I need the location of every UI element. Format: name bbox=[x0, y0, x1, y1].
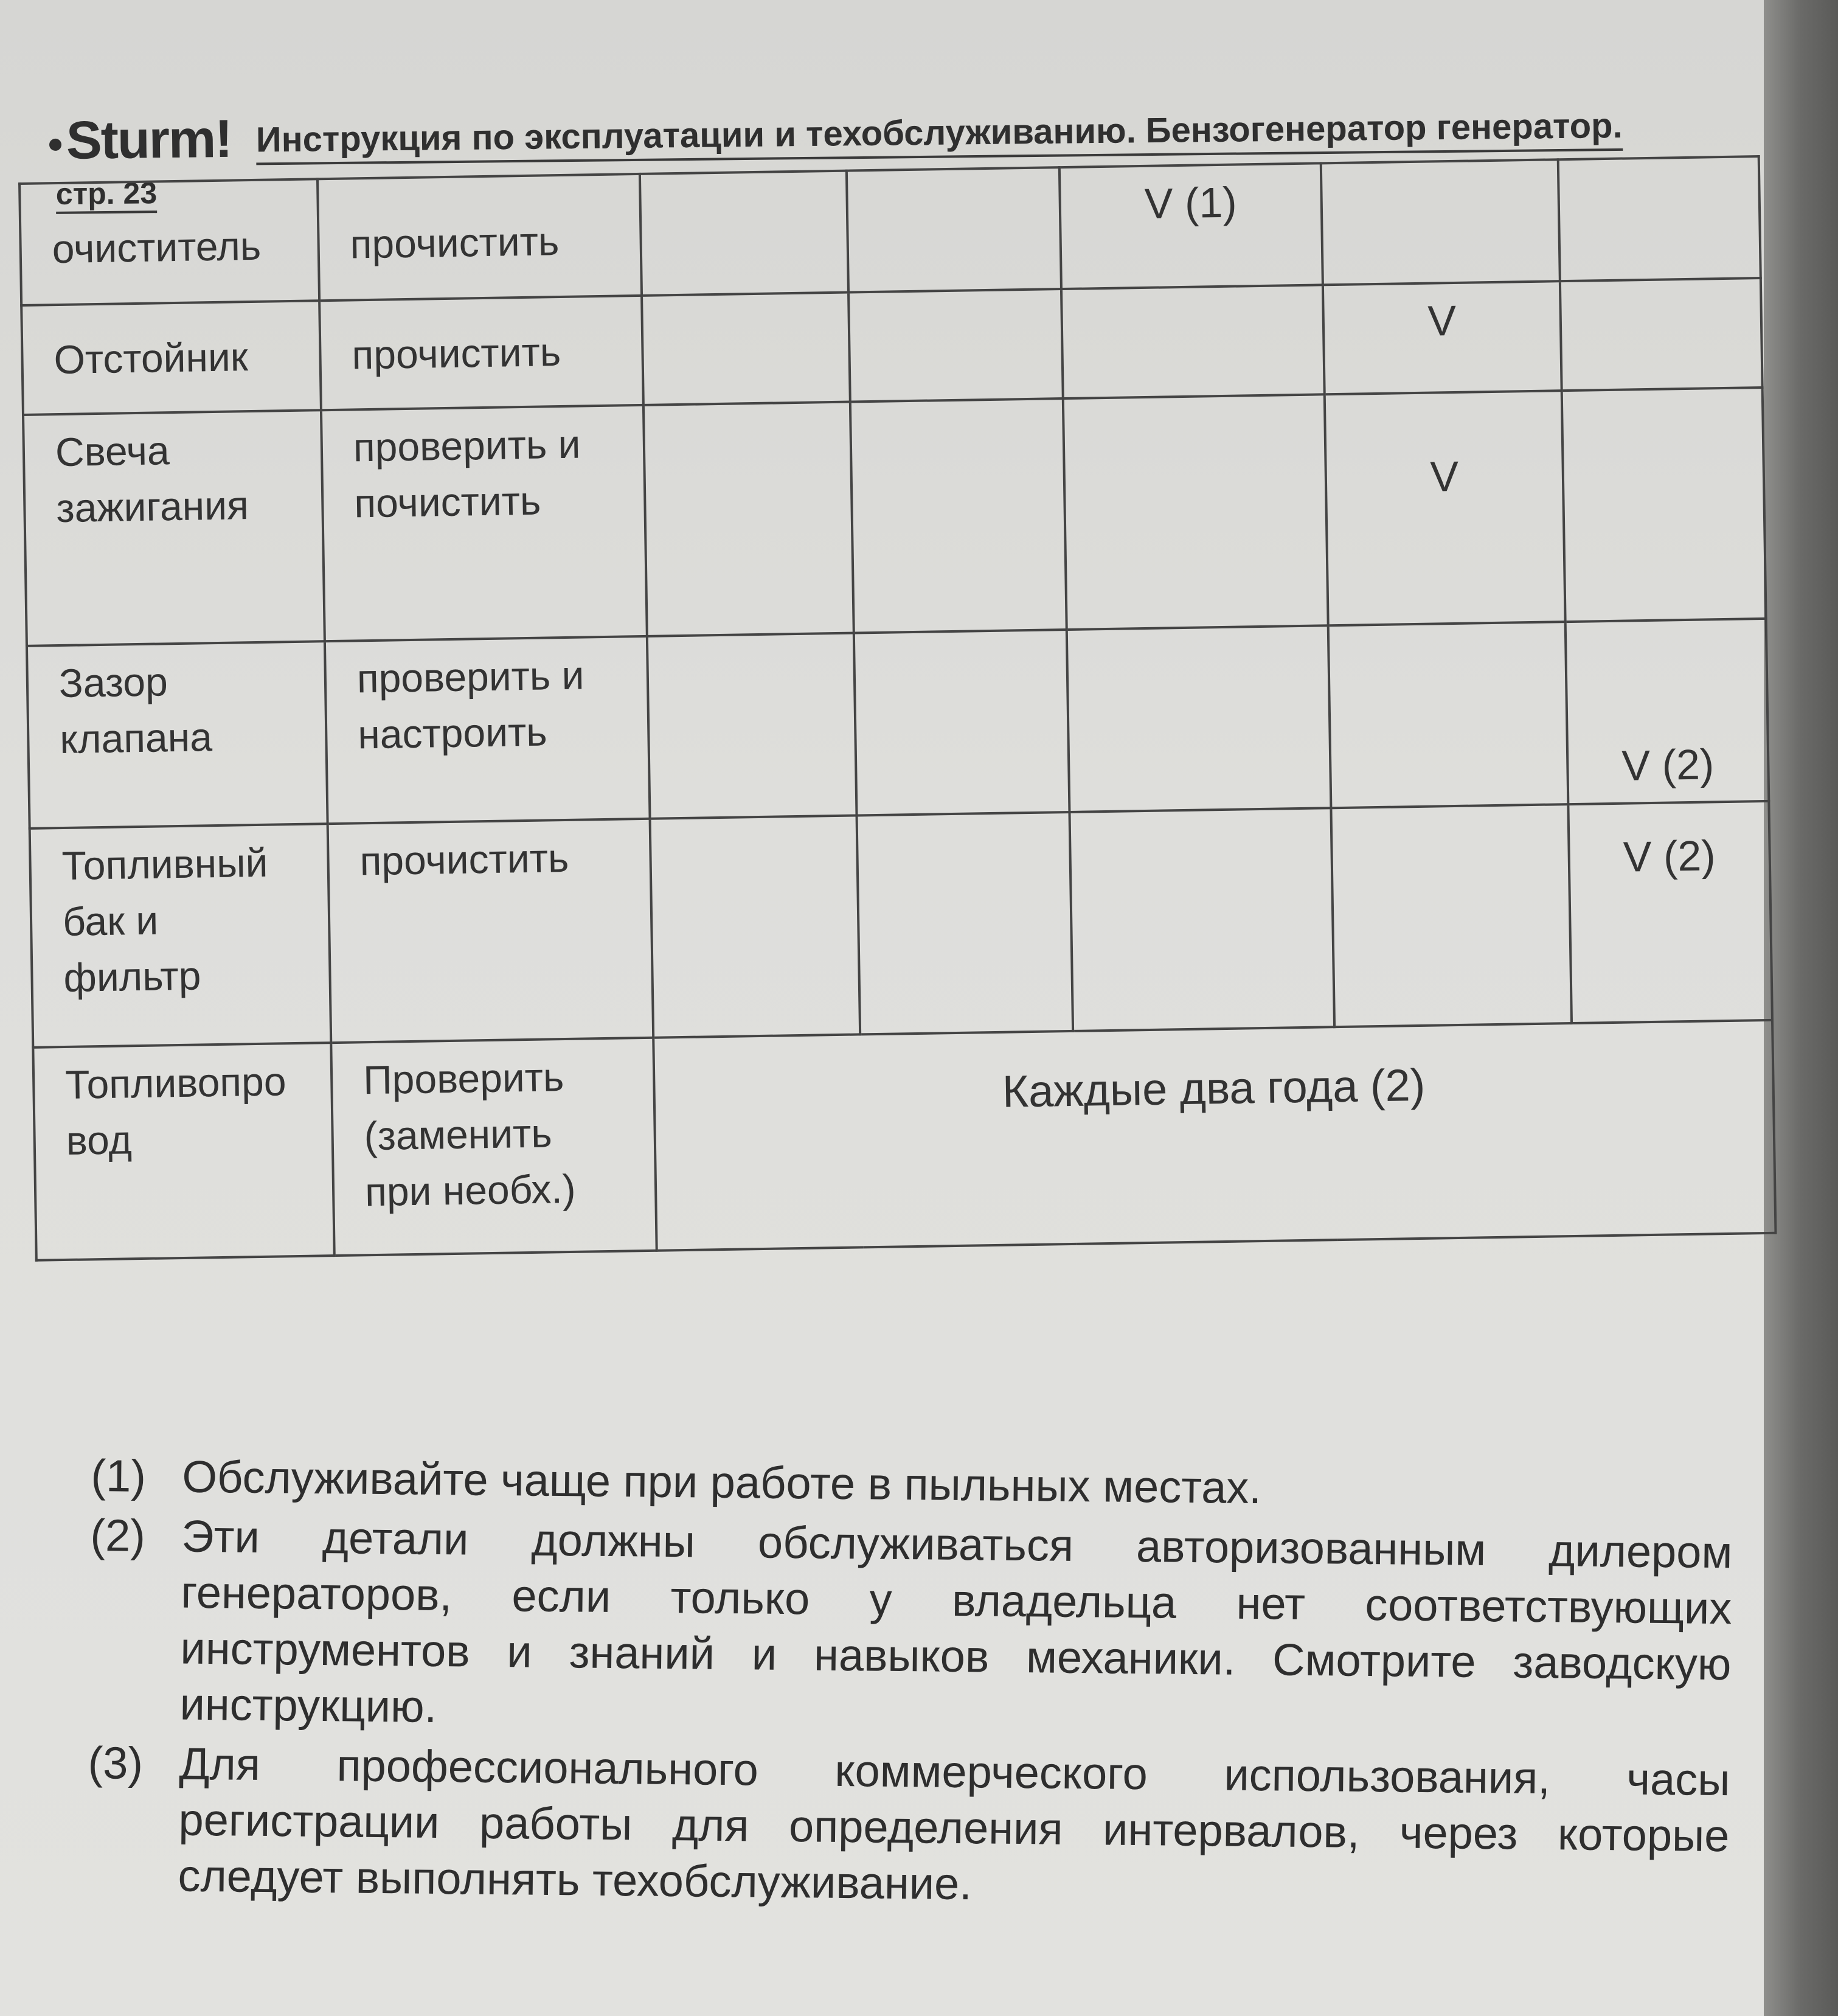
interval-cell bbox=[640, 171, 848, 296]
action-cell: Проверить (заменить при необх.) bbox=[331, 1038, 656, 1256]
interval-cell bbox=[1558, 156, 1761, 281]
table-row bbox=[30, 801, 1772, 1048]
action-cell: прочистить bbox=[317, 174, 642, 301]
interval-cell bbox=[1560, 278, 1763, 391]
interval-cell bbox=[1061, 285, 1325, 398]
brand-name: Sturm! bbox=[66, 108, 232, 170]
item-cell: Топливопро вод bbox=[33, 1043, 334, 1260]
table-row bbox=[33, 1020, 1775, 1260]
item-cell: Свеча зажигания bbox=[23, 410, 325, 646]
interval-cell bbox=[1331, 804, 1572, 1027]
footnote-number: (3) bbox=[88, 1737, 144, 1788]
interval-cell bbox=[650, 815, 861, 1037]
interval-cell bbox=[850, 398, 1067, 633]
interval-cell bbox=[1063, 394, 1328, 630]
interval-cell: V (2) bbox=[1566, 619, 1769, 804]
footnotes bbox=[86, 1448, 1733, 1924]
item-cell: Топливный бак и фильтр bbox=[30, 824, 331, 1048]
interval-cell bbox=[848, 289, 1063, 401]
footnote-number: (1) bbox=[91, 1450, 147, 1501]
item-cell: Зазор клапана bbox=[27, 641, 328, 829]
maintenance-table bbox=[18, 155, 1775, 1271]
interval-cell bbox=[1067, 625, 1331, 812]
interval-cell: V (1) bbox=[1059, 163, 1323, 289]
action-cell: прочистить bbox=[319, 296, 643, 410]
interval-cell: V (2) bbox=[1568, 801, 1772, 1023]
table-row bbox=[23, 388, 1766, 646]
brand-logo bbox=[49, 108, 232, 172]
action-cell: прочистить bbox=[328, 819, 654, 1043]
interval-cell bbox=[1328, 622, 1569, 808]
footnote bbox=[88, 1507, 1733, 1748]
interval-cell bbox=[647, 633, 857, 819]
interval-cell bbox=[642, 293, 850, 405]
item-cell: очиститель bbox=[19, 179, 319, 305]
item-cell: Отстойник bbox=[21, 301, 321, 415]
interval-cell bbox=[1321, 159, 1560, 285]
page-number: стр. 23 bbox=[56, 175, 158, 214]
interval-cell: V bbox=[1323, 281, 1562, 394]
footnote-text: Для профессионального коммерческого использования, часы регистрации работы для определения интервалов, через которые следует выполнять техобслуживание. bbox=[178, 1738, 1730, 1910]
interval-cell bbox=[1069, 808, 1334, 1031]
footnote-number: (2) bbox=[90, 1509, 146, 1561]
footnote bbox=[86, 1735, 1730, 1920]
binding-edge bbox=[1764, 0, 1838, 2016]
document-title: Инструкция по эксплуатации и техобслуживанию. Бензогенератор генератор. bbox=[256, 105, 1623, 165]
logo-dot-icon bbox=[49, 139, 61, 151]
interval-cell bbox=[854, 630, 1070, 815]
interval-cell bbox=[643, 402, 854, 636]
table-row bbox=[27, 619, 1769, 829]
action-cell: проверить и почистить bbox=[321, 405, 647, 641]
interval-cell bbox=[857, 812, 1073, 1034]
interval-cell bbox=[847, 167, 1061, 292]
footnote-text: Обслуживайте чаще при работе в пыльных местах. bbox=[182, 1451, 1262, 1514]
action-cell: проверить и настроить bbox=[325, 636, 650, 824]
footnote-text: Эти детали должны обслуживаться авторизованным дилером генераторов, если только у владельца нет соответствующих инструментов и знаний и навыков механики. Смотрите заводскую инструкцию. bbox=[179, 1510, 1733, 1732]
interval-cell bbox=[1562, 388, 1766, 622]
interval-cell: V bbox=[1325, 391, 1566, 625]
interval-span-cell: Каждые два года (2) bbox=[653, 1020, 1775, 1251]
